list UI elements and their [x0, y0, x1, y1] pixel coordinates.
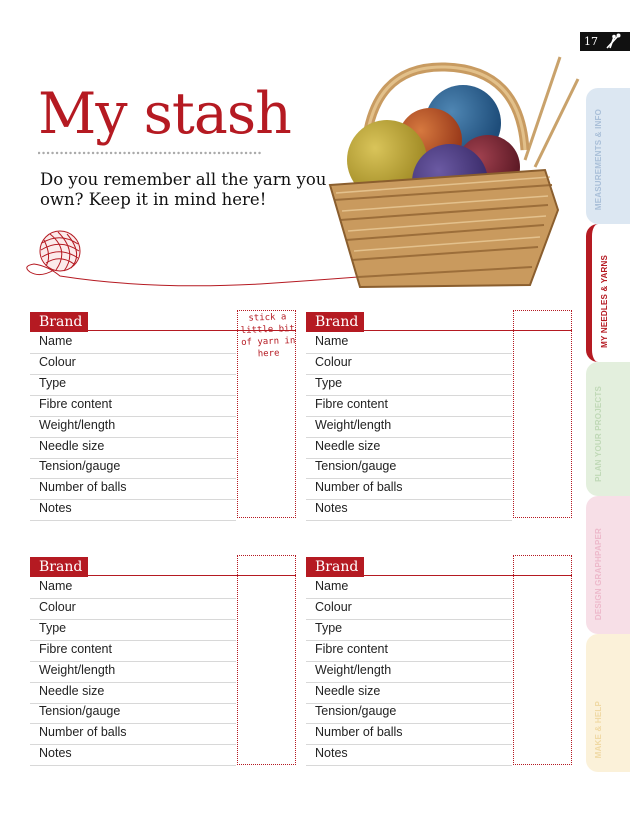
field-label: Fibre content — [315, 397, 388, 411]
field-label: Colour — [39, 600, 76, 614]
field-label: Name — [39, 579, 73, 593]
yarn-sample-box[interactable] — [513, 555, 572, 765]
field-row-colour[interactable] — [30, 598, 236, 620]
field-label: Colour — [315, 355, 352, 369]
field-row-colour[interactable] — [306, 598, 512, 620]
tab-make-help[interactable] — [586, 634, 630, 772]
tab-label: MAKE & HELP — [594, 700, 603, 758]
field-label: Needle size — [315, 684, 381, 698]
field-row-weight-length[interactable] — [30, 661, 236, 683]
field-row-type[interactable] — [30, 374, 236, 396]
field-row-needle-size[interactable] — [30, 437, 236, 459]
field-label: Weight/length — [315, 418, 392, 432]
field-row-tension-gauge[interactable] — [30, 457, 236, 479]
tab-my-needles-yarns[interactable] — [586, 224, 630, 362]
field-label: Type — [39, 376, 67, 390]
field-row-fibre-content[interactable] — [306, 395, 512, 417]
field-label: Fibre content — [39, 642, 112, 656]
field-row-tension-gauge[interactable] — [306, 457, 512, 479]
field-row-fibre-content[interactable] — [30, 395, 236, 417]
field-label: Notes — [315, 501, 348, 515]
brand-label: Brand — [30, 557, 88, 577]
field-row-tension-gauge[interactable] — [306, 702, 512, 724]
field-row-needle-size[interactable] — [30, 682, 236, 704]
field-row-fibre-content[interactable] — [306, 640, 512, 662]
field-label: Weight/length — [315, 663, 392, 677]
field-row-needle-size[interactable] — [306, 437, 512, 459]
field-row-type[interactable] — [306, 619, 512, 641]
field-label: Colour — [315, 600, 352, 614]
field-row-name[interactable] — [30, 577, 236, 599]
field-row-colour[interactable] — [306, 353, 512, 375]
field-row-name[interactable] — [306, 332, 512, 354]
field-row-name[interactable] — [30, 332, 236, 354]
tab-label: PLAN YOUR PROJECTS — [594, 386, 603, 482]
field-row-weight-length[interactable] — [306, 416, 512, 438]
field-label: Needle size — [39, 439, 105, 453]
field-row-colour[interactable] — [30, 353, 236, 375]
tab-measurements-info[interactable] — [586, 88, 630, 224]
field-row-weight-length[interactable] — [306, 661, 512, 683]
field-label: Fibre content — [39, 397, 112, 411]
field-label: Colour — [39, 355, 76, 369]
yarn-basket-image — [320, 55, 580, 295]
field-row-notes[interactable] — [30, 499, 236, 521]
page-subtitle: Do you remember all the yarn you own? Keep it in mind here! — [40, 170, 327, 209]
field-label: Fibre content — [315, 642, 388, 656]
field-label: Type — [39, 621, 67, 635]
field-label: Tension/gauge — [315, 459, 397, 473]
field-label: Needle size — [315, 439, 381, 453]
field-label: Type — [315, 376, 343, 390]
field-row-notes[interactable] — [306, 744, 512, 766]
dotted-underline — [38, 151, 262, 155]
tab-label: MEASUREMENTS & INFO — [594, 108, 603, 210]
field-label: Number of balls — [39, 480, 127, 494]
field-label: Name — [315, 334, 349, 348]
page-title: My stash — [38, 81, 291, 147]
tab-label: MY NEEDLES & YARNS — [600, 255, 609, 348]
field-label: Tension/gauge — [315, 704, 397, 718]
field-label: Weight/length — [39, 418, 116, 432]
field-row-type[interactable] — [306, 374, 512, 396]
page-number: 17 — [584, 35, 598, 48]
field-label: Notes — [315, 746, 348, 760]
tab-label: DESIGN GRAPHPAPER — [594, 527, 603, 620]
field-row-number-of-balls[interactable] — [306, 723, 512, 745]
field-row-number-of-balls[interactable] — [30, 723, 236, 745]
field-row-fibre-content[interactable] — [30, 640, 236, 662]
field-row-name[interactable] — [306, 577, 512, 599]
field-label: Notes — [39, 746, 72, 760]
field-row-notes[interactable] — [30, 744, 236, 766]
field-row-notes[interactable] — [306, 499, 512, 521]
field-label: Weight/length — [39, 663, 116, 677]
field-label: Name — [39, 334, 73, 348]
brand-label: Brand — [30, 312, 88, 332]
field-label: Number of balls — [39, 725, 127, 739]
brand-label: Brand — [306, 312, 364, 332]
field-label: Name — [315, 579, 349, 593]
tab-plan-your-projects[interactable] — [586, 362, 630, 496]
field-row-needle-size[interactable] — [306, 682, 512, 704]
field-label: Number of balls — [315, 480, 403, 494]
field-label: Type — [315, 621, 343, 635]
field-row-number-of-balls[interactable] — [306, 478, 512, 500]
handwritten-note: stick a little bit of yarn in here — [240, 312, 296, 360]
tab-design-graphpaper[interactable] — [586, 496, 630, 634]
yarn-sample-box[interactable] — [513, 310, 572, 518]
field-label: Needle size — [39, 684, 105, 698]
field-row-tension-gauge[interactable] — [30, 702, 236, 724]
yarn-sample-box[interactable] — [237, 555, 296, 765]
field-row-weight-length[interactable] — [30, 416, 236, 438]
field-label: Tension/gauge — [39, 704, 121, 718]
brand-label: Brand — [306, 557, 364, 577]
field-label: Tension/gauge — [39, 459, 121, 473]
field-row-number-of-balls[interactable] — [30, 478, 236, 500]
field-label: Number of balls — [315, 725, 403, 739]
field-row-type[interactable] — [30, 619, 236, 641]
field-label: Notes — [39, 501, 72, 515]
